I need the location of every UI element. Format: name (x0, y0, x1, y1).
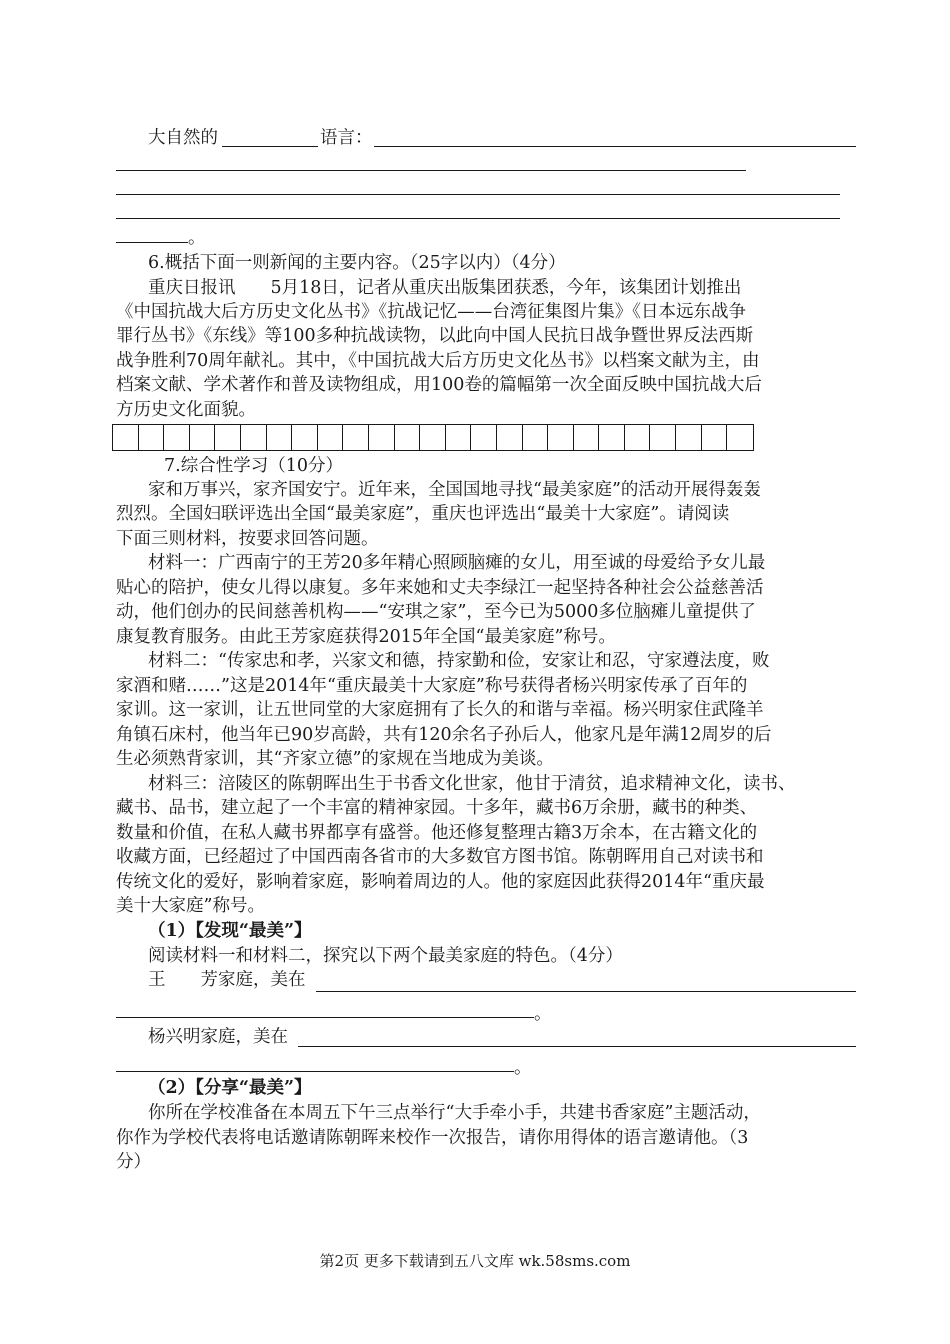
material2-line: 生必须熟背家训，其“齐家立德”的家规在当地成为美谈。 (116, 749, 554, 769)
answer-grid[interactable] (112, 424, 754, 451)
answer-line[interactable] (374, 146, 856, 147)
sub2-line: 你所在学校准备在本周五下午三点举行“大手牵小手，共建书香家庭”主题活动， (148, 1103, 761, 1123)
answer-line[interactable] (116, 170, 746, 171)
answer-blank[interactable] (222, 146, 318, 147)
grid-cell[interactable] (676, 425, 702, 450)
answer-line[interactable] (116, 242, 188, 243)
material1-line: 康复教育服务。由此王芳家庭获得2015年全国“最美家庭”称号。 (116, 627, 616, 647)
grid-cell[interactable] (523, 425, 549, 450)
grid-cell[interactable] (599, 425, 625, 450)
material2-line: 家训。这一家训，让五世同堂的大家庭拥有了长久的和谐与幸福。杨兴明家住武隆羊 (116, 700, 764, 720)
answer-line[interactable] (116, 1017, 534, 1018)
grid-cell[interactable] (190, 425, 216, 450)
grid-cell[interactable] (267, 425, 293, 450)
material2-line: 家酒和赌……”这是2014年“重庆最美十大家庭”称号获得者杨兴明家传承了百年的 (116, 676, 748, 696)
material1-line: 动，他们创办的民间慈善机构——“安琪之家”，至今已为5000多位脑瘫儿童提供了 (116, 602, 756, 622)
grid-cell[interactable] (446, 425, 472, 450)
q6-line: 战争胜利70周年献礼。其中，《中国抗战大后方历史文化丛书》以档案文献为主，由 (116, 351, 760, 371)
grid-cell[interactable] (625, 425, 651, 450)
material3-line: 美十大家庭”称号。 (116, 896, 265, 916)
q6-line: 《中国抗战大后方历史文化丛书》《抗战记忆——台湾征集图片集》《日本远东战争 (116, 302, 746, 322)
grid-cell[interactable] (395, 425, 421, 450)
q5-mid: 语言： (320, 128, 373, 148)
grid-cell[interactable] (292, 425, 318, 450)
q6-line: 方历史文化面貌。 (116, 400, 256, 420)
material3-line: 数量和价值，在私人藏书界都享有盛誉。他还修复整理古籍3万余本，在古籍文化的 (116, 823, 758, 843)
grid-cell[interactable] (727, 425, 753, 450)
material3-line: 材料三：涪陵区的陈朝晖出生于书香文化世家，他甘于清贫，追求精神文化，读书、 (148, 774, 796, 794)
q5-end: 。 (188, 228, 206, 248)
material1-line: 贴心的陪护，使女儿得以康复。多年来她和丈夫李绿江一起坚持各种社会公益慈善活 (116, 578, 764, 598)
page-footer: 第2页 更多下载请到五八文库 wk.58sms.com (319, 1252, 631, 1270)
q7-intro-line: 家和万事兴，家齐国安宁。近年来，全国国地寻找“最美家庭”的活动开展得轰轰 (148, 480, 761, 500)
grid-cell[interactable] (343, 425, 369, 450)
answer-line[interactable] (298, 1046, 856, 1047)
answer-line[interactable] (316, 991, 856, 992)
grid-cell[interactable] (548, 425, 574, 450)
answer-line[interactable] (116, 218, 840, 219)
q6-title: 6.概括下面一则新闻的主要内容。（25字以内）（4分） (148, 253, 566, 273)
q7-intro-line: 烈烈。全国妇联评选出全国“最美家庭”，重庆也评选出“最美十大家庭”。请阅读 (116, 504, 730, 524)
yang-label: 杨兴明家庭，美在 (148, 1027, 288, 1047)
grid-cell[interactable] (650, 425, 676, 450)
grid-cell[interactable] (318, 425, 344, 450)
grid-cell[interactable] (215, 425, 241, 450)
material2-line: 角镇石床村，他当年已90岁高龄，共有120余名子孙后人，他家凡是年满12周岁的后 (116, 725, 772, 745)
q6-line: 重庆日报讯 5月18日，记者从重庆出版集团获悉，今年，该集团计划推出 (148, 278, 742, 298)
q6-line: 罪行丛书》《东线》等100多种抗战读物，以此向中国人民抗日战争暨世界反法西斯 (116, 326, 754, 346)
material3-line: 传统文化的爱好，影响着家庭，影响着周边的人。他的家庭因此获得2014年“重庆最 (116, 872, 765, 892)
grid-cell[interactable] (702, 425, 728, 450)
sub1-title: （1）【发现“最美”】 (148, 921, 312, 941)
sub2-line: 分） (116, 1152, 151, 1172)
material3-line: 收藏方面，已经超过了中国西南各省市的大多数官方图书馆。陈朝晖用自己对读书和 (116, 847, 764, 867)
grid-cell[interactable] (113, 425, 139, 450)
material2-line: 材料二：“传家忠和孝，兴家文和德，持家勤和俭，安家让和忍，守家遵法度，败 (148, 651, 770, 671)
grid-cell[interactable] (139, 425, 165, 450)
grid-cell[interactable] (241, 425, 267, 450)
grid-cell[interactable] (471, 425, 497, 450)
grid-cell[interactable] (369, 425, 395, 450)
q7-intro-line: 下面三则材料，按要求回答问题。 (116, 529, 379, 549)
answer-line[interactable] (116, 194, 840, 195)
material3-line: 藏书、品书，建立起了一个丰富的精神家园。十多年，藏书6万余册，藏书的种类、 (116, 798, 758, 818)
yang-end: 。 (514, 1058, 532, 1078)
wang-end: 。 (534, 1004, 552, 1024)
wang-label: 王 芳家庭，美在 (148, 970, 306, 990)
sub1-prompt: 阅读材料一和材料二，探究以下两个最美家庭的特色。（4分） (148, 946, 623, 966)
q5-lead: 大自然的 (148, 128, 218, 148)
grid-cell[interactable] (164, 425, 190, 450)
sub2-title: （2）【分享“最美”】 (148, 1078, 312, 1098)
grid-cell[interactable] (497, 425, 523, 450)
grid-cell[interactable] (420, 425, 446, 450)
q7-title: 7.综合性学习（10分） (164, 456, 343, 476)
grid-cell[interactable] (574, 425, 600, 450)
material1-line: 材料一：广西南宁的王芳20多年精心照顾脑瘫的女儿，用至诚的母爱给予女儿最 (148, 553, 766, 573)
q6-line: 档案文献、学术著作和普及读物组成，用100卷的篇幅第一次全面反映中国抗战大后 (116, 375, 762, 395)
answer-line[interactable] (116, 1071, 514, 1072)
sub2-line: 你作为学校代表将电话邀请陈朝晖来校作一次报告，请你用得体的语言邀请他。（3 (116, 1128, 749, 1148)
